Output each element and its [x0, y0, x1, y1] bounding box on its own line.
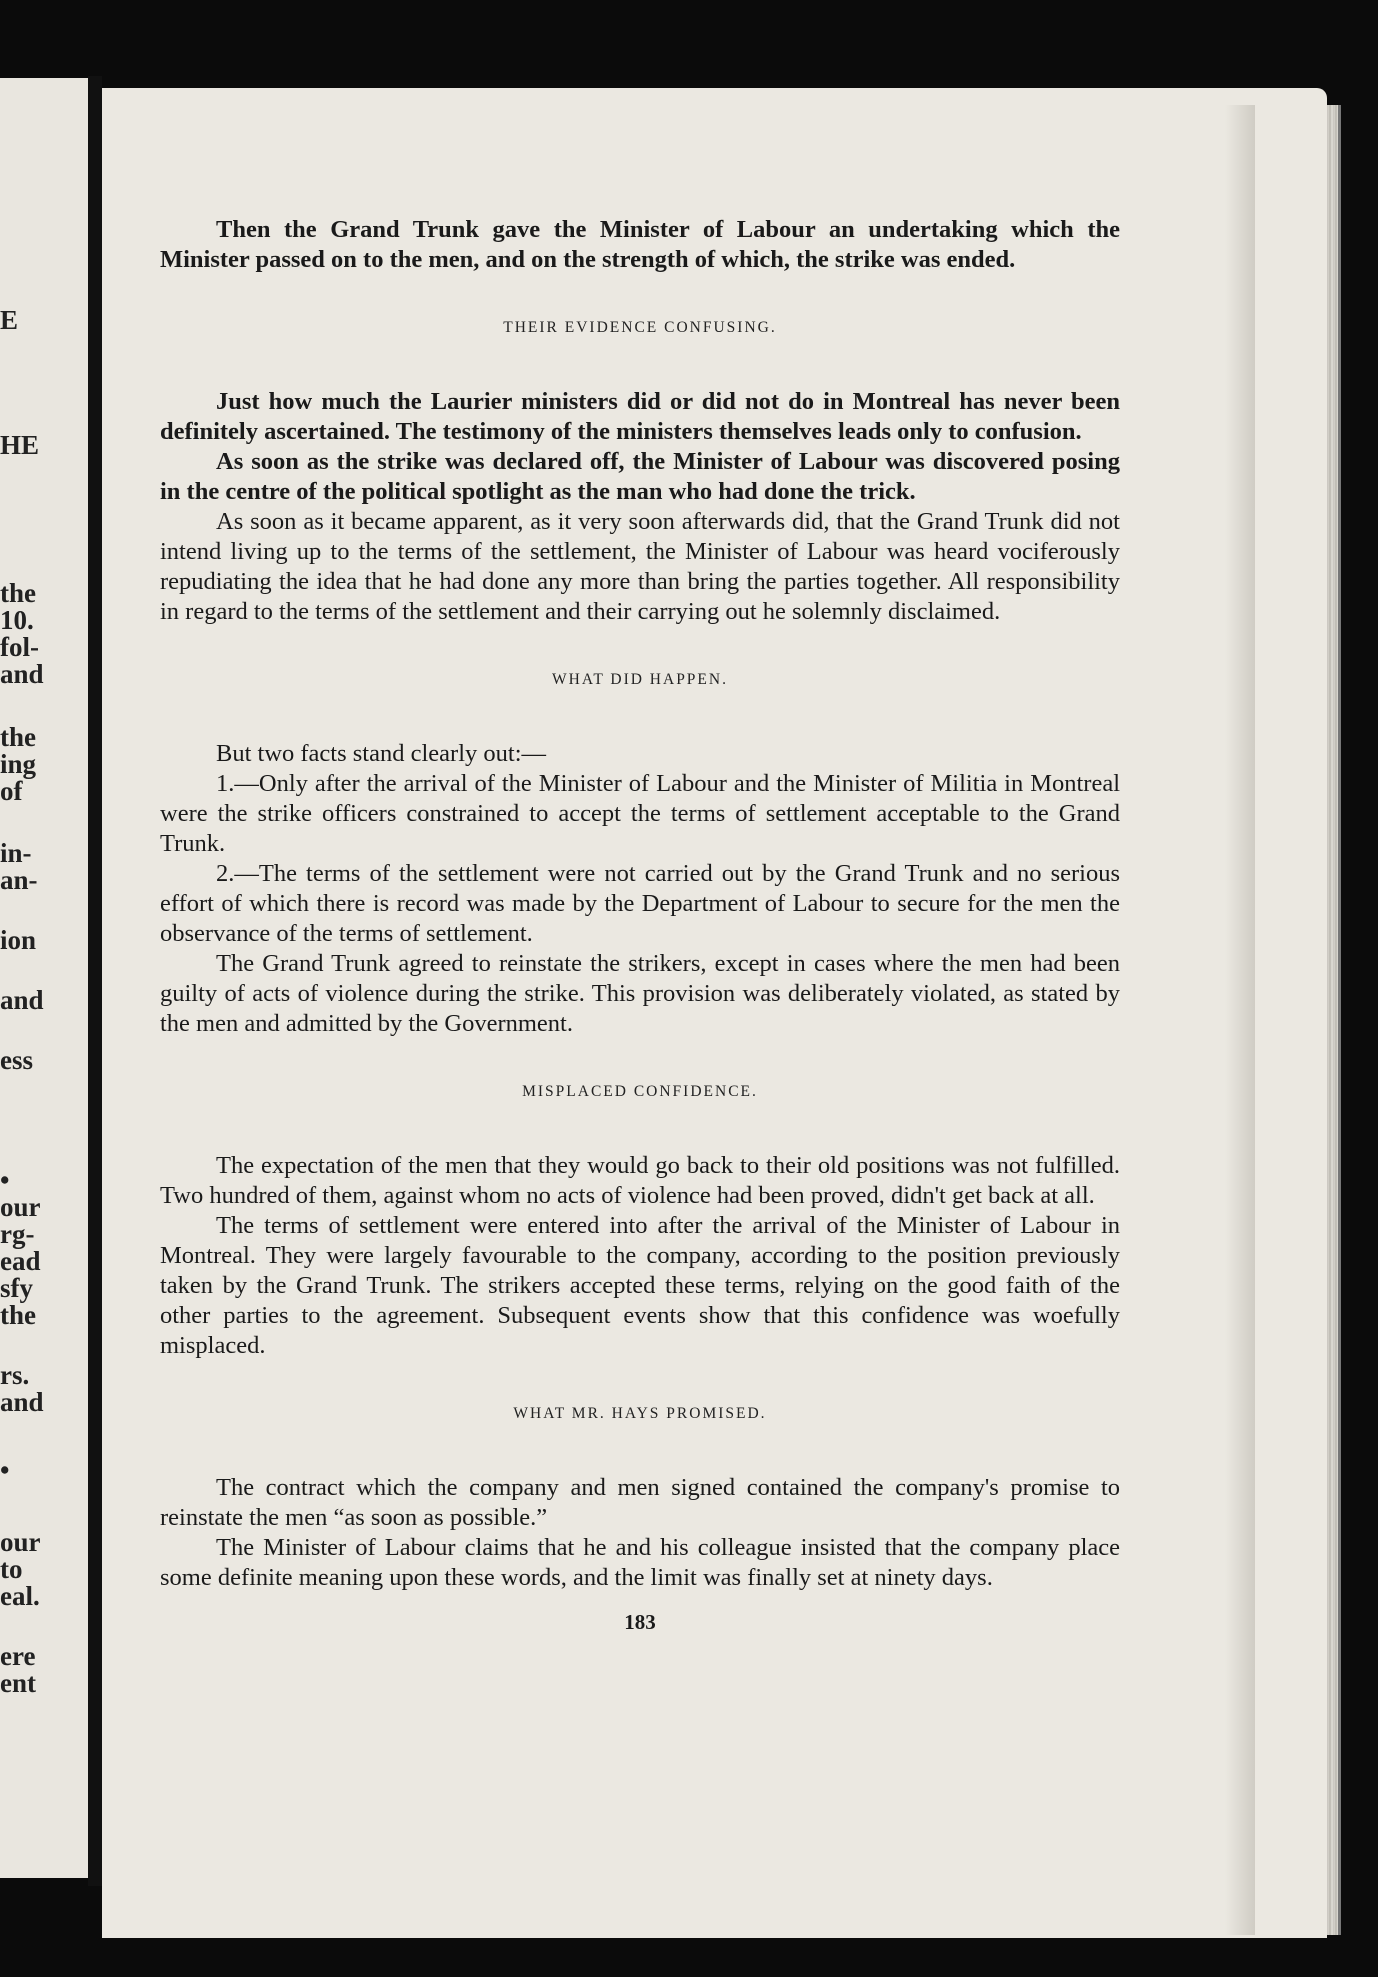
facing-page-fragment: ess [0, 1045, 33, 1075]
facing-page-fragment: HE [0, 430, 40, 460]
section-heading-misplaced-confidence: MISPLACED CONFIDENCE. [522, 1083, 758, 1100]
facing-page-fragment: an- [0, 865, 38, 895]
paragraph-contract: The contract which the company and men signed contained the company's promise to reinstate the men “as soon as possible.” [160, 1474, 1120, 1531]
facing-page-fragment: fol- [0, 632, 39, 662]
paragraph-laurier-ministers: Just how much the Laurier ministers did or did not do in Montreal has never been definitely ascertained. The testimony of the ministers themselves leads only to confusion. [160, 388, 1120, 445]
page-content [160, 215, 1120, 1637]
facing-page-fragment: 10. [0, 605, 34, 635]
facing-page-fragment: ion [0, 925, 37, 955]
facing-page-fragment: the [0, 578, 36, 608]
section-heading-hays-promised: WHAT MR. HAYS PROMISED. [513, 1405, 767, 1422]
paragraph-reinstate-strikers: The Grand Trunk agreed to reinstate the strikers, except in cases where the men had been guilty of acts of violence during the strike. This provision was deliberately violated, as stated by the men and admitted by the Government. [160, 950, 1120, 1037]
paragraph-terms-of-settlement: The terms of settlement were entered into after the arrival of the Minister of Labour in Montreal. They were largely favourable to the company, according to the position previously taken by the Grand Trunk. The strikers accepted these terms, relying on the good faith of the other parties to the agreement. Subsequent events show that this confidence was woefully misplaced. [160, 1212, 1120, 1359]
facing-page-fragment: • [0, 1455, 10, 1485]
facing-page-fragment: • [0, 1165, 10, 1195]
facing-page-fragment: and [0, 1387, 44, 1417]
facing-page-fragment: our [0, 1192, 41, 1222]
paragraph-expectation: The expectation of the men that they would go back to their old positions was not fulfilled. Two hundred of them, against whom no acts of violence had been proved, didn't get back at all. [160, 1152, 1120, 1209]
facing-page-fragment: ent [0, 1668, 36, 1698]
facing-page-fragment: in- [0, 838, 32, 868]
facing-page-fragment: rs. [0, 1360, 30, 1390]
section-heading-what-did-happen: WHAT DID HAPPEN. [552, 671, 728, 688]
facing-page [0, 78, 88, 1878]
book-gutter [88, 76, 102, 1886]
facing-page-fragment: our [0, 1527, 41, 1557]
paragraph-fact-two: 2.—The terms of the settlement were not carried out by the Grand Trunk and no serious effort of which there is record was made by the Department of Labour to secure for the men the observance of the terms of settlement. [160, 860, 1120, 947]
facing-page-fragment: ing [0, 749, 37, 779]
facing-page-fragment: the [0, 722, 36, 752]
paragraph-strike-declared-off: As soon as the strike was declared off, the Minister of Labour was discovered posing in the centre of the political spotlight as the man who had done the trick. [160, 448, 1120, 505]
facing-page-fragment: sfy [0, 1273, 33, 1303]
facing-page-fragment: to [0, 1554, 23, 1584]
facing-page-fragment: of [0, 776, 23, 806]
section-heading-evidence-confusing: THEIR EVIDENCE CONFUSING. [503, 319, 777, 336]
facing-page-fragment: and [0, 659, 44, 689]
facing-page-fragment: the [0, 1300, 36, 1330]
facing-page-fragment: ead [0, 1246, 41, 1276]
paragraph-fact-one: 1.—Only after the arrival of the Minister of Labour and the Minister of Militia in Montreal were the strike officers constrained to accept the terms of settlement acceptable to the Grand Trunk. [160, 770, 1120, 857]
facing-page-fragment: rg- [0, 1219, 35, 1249]
paragraph-ninety-days: The Minister of Labour claims that he and his colleague insisted that the company place some definite meaning upon these words, and the limit was finally set at ninety days. [160, 1534, 1120, 1591]
facing-page-fragment: E [0, 305, 19, 335]
page-number: 183 [624, 1610, 656, 1634]
page-shadow [1225, 105, 1255, 1935]
paragraph-repudiating: As soon as it became apparent, as it very soon afterwards did, that the Grand Trunk did not intend living up to the terms of the settlement, the Minister of Labour was heard vociferously repudiating the idea that he had done any more than bring the parties together. All responsibility in regard to the terms of the settlement and their carrying out he solemnly disclaimed. [160, 508, 1120, 625]
facing-page-fragment: and [0, 985, 44, 1015]
paragraph-grand-trunk-undertaking: Then the Grand Trunk gave the Minister of Labour an undertaking which the Minister passed on to the men, and on the strength of which, the strike was ended. [160, 216, 1120, 273]
facing-page-fragment: ere [0, 1641, 36, 1671]
paragraph-two-facts: But two facts stand clearly out:— [216, 740, 546, 767]
facing-page-fragment: eal. [0, 1581, 40, 1611]
